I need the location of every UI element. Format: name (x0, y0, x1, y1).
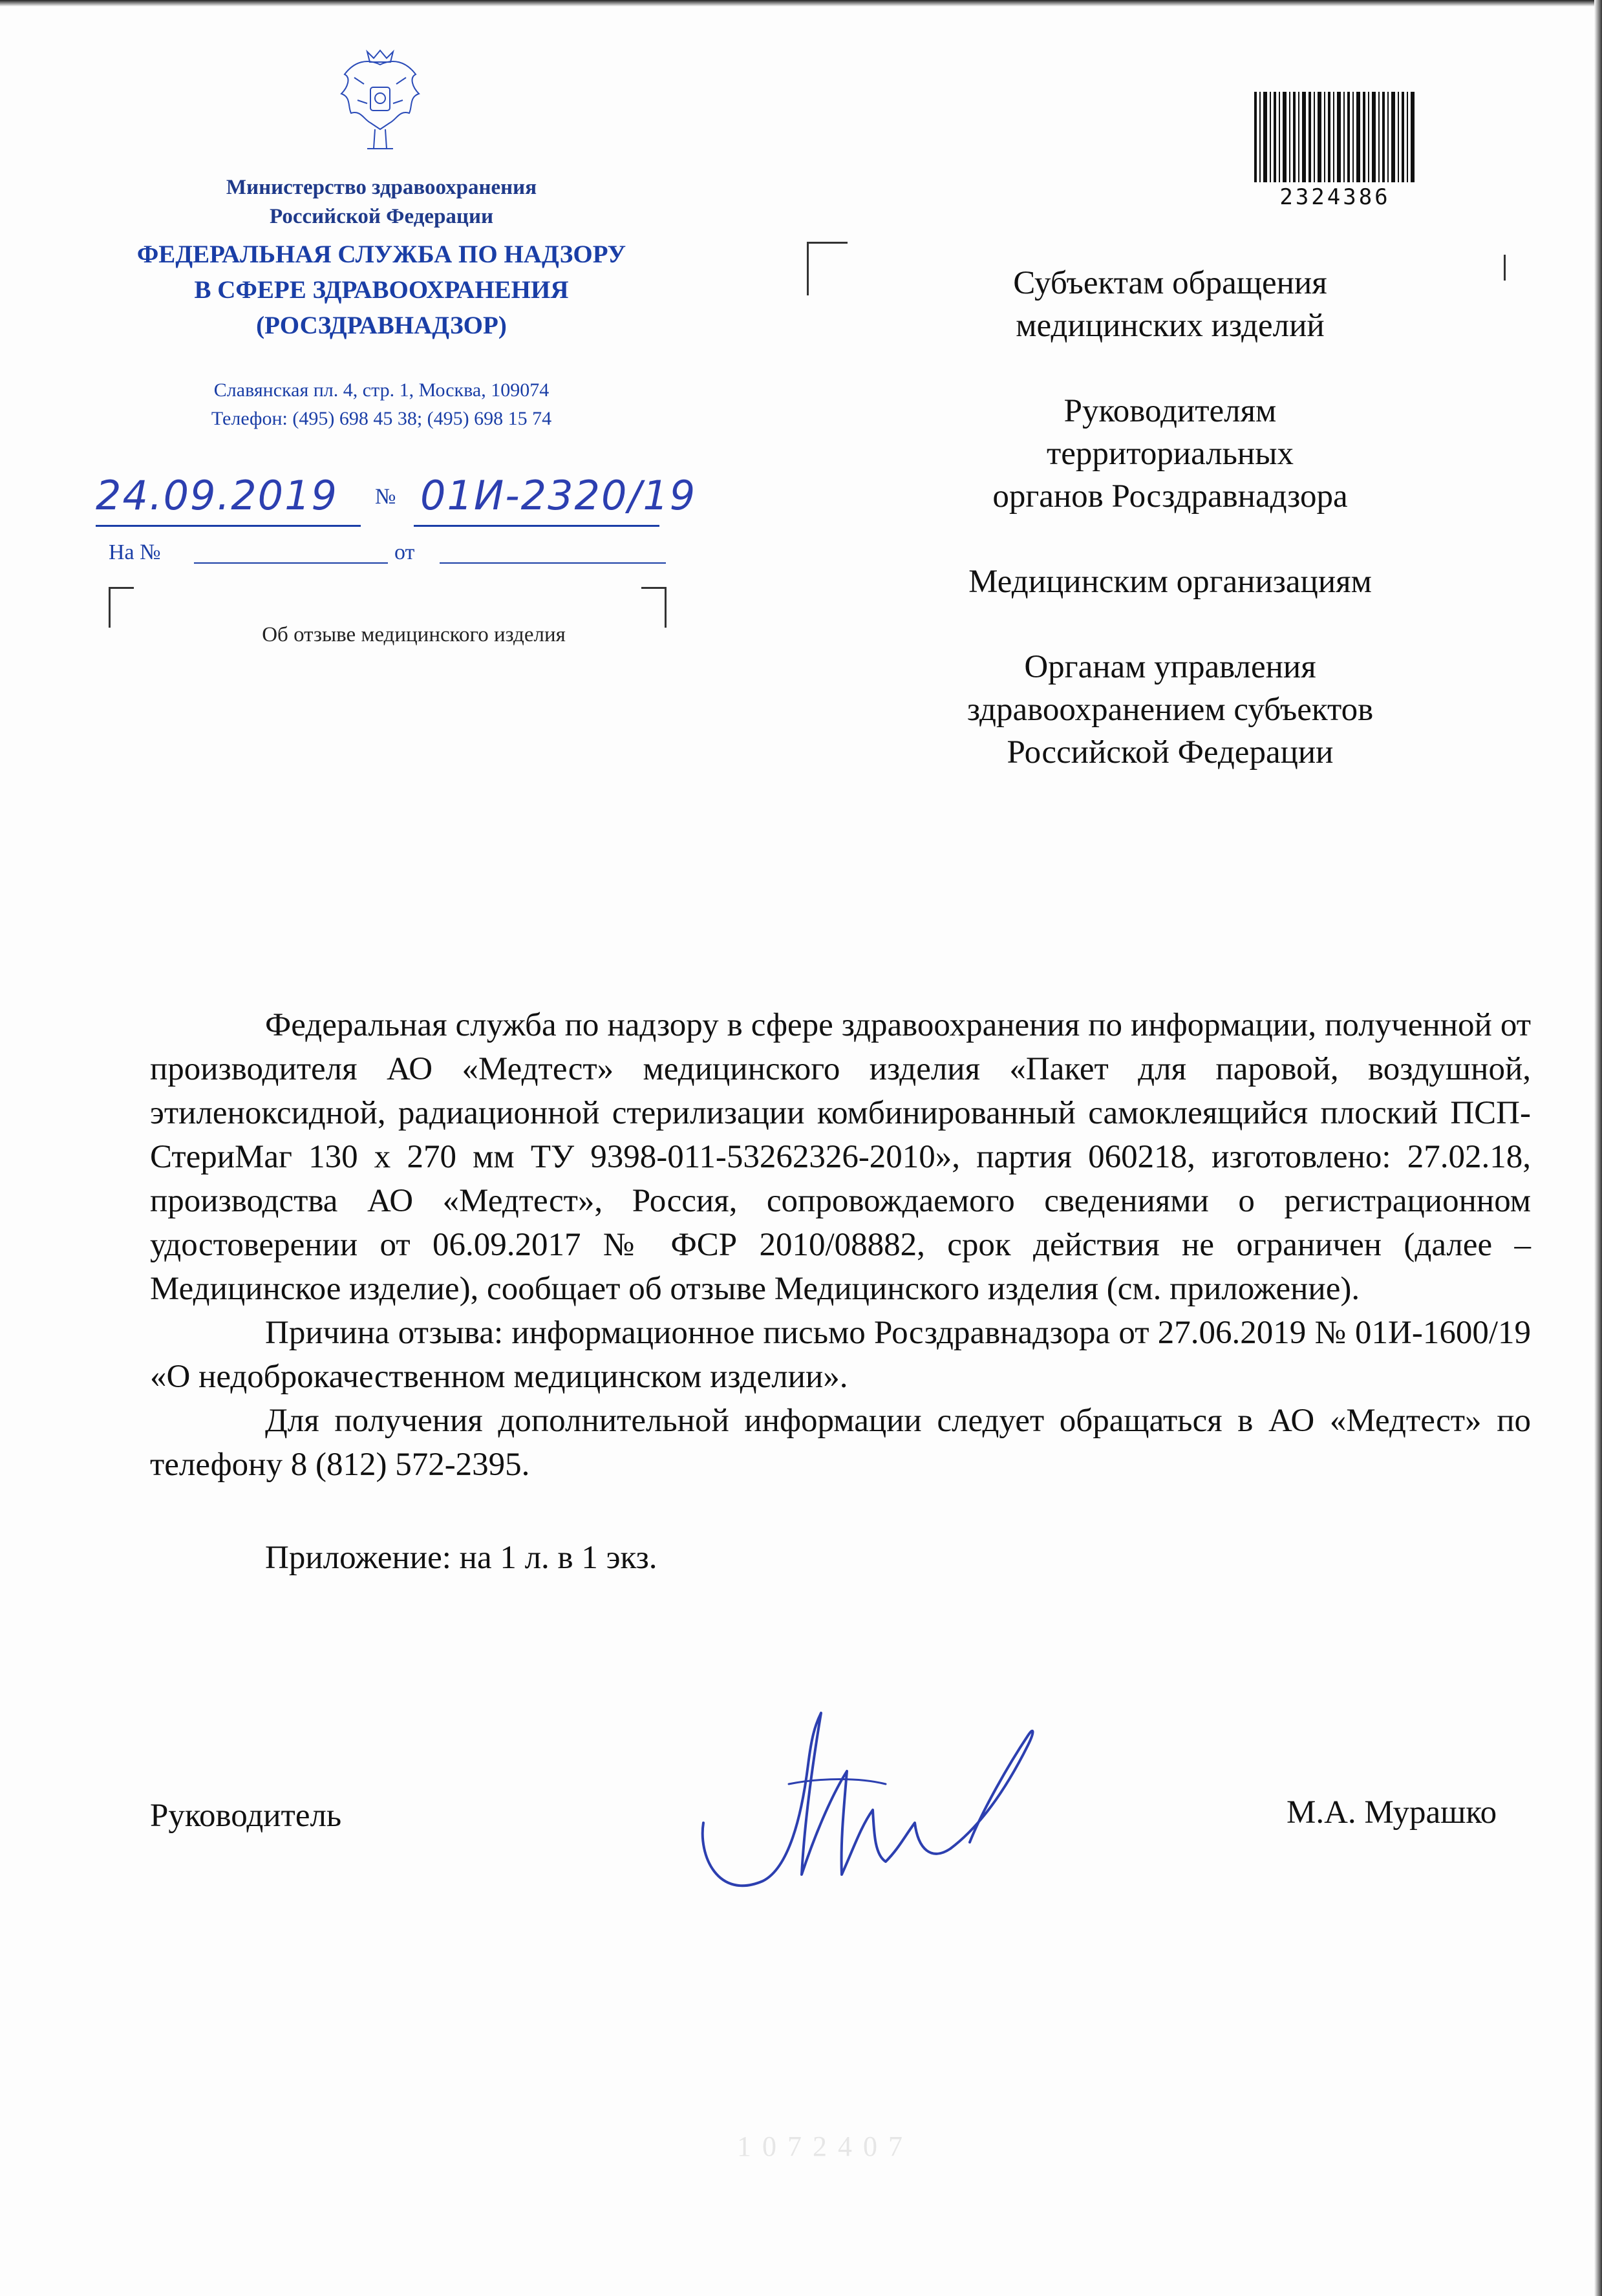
service-line-1: ФЕДЕРАЛЬНАЯ СЛУЖБА ПО НАДЗОРУ (136, 240, 626, 268)
addressee-line: территориальных (1047, 436, 1294, 472)
service-line-2: В СФЕРЕ ЗДРАВООХРАНЕНИЯ (194, 276, 569, 304)
coat-of-arms-icon (328, 39, 432, 162)
addressee-block (879, 390, 1461, 518)
subject-corner-right (641, 587, 667, 628)
addressee-line: Субъектам обращения (1013, 265, 1327, 301)
addressee-block (879, 560, 1461, 603)
service-line-3: (РОСЗДРАВНАДЗОР) (256, 312, 507, 339)
registration-date: 24.09.2019 (96, 472, 338, 519)
address-line-2: Телефон: (495) 698 45 38; (495) 698 15 74 (211, 408, 552, 429)
barcode-graphic (1254, 92, 1416, 182)
address-line-1: Славянская пл. 4, стр. 1, Москва, 109074 (213, 379, 550, 401)
faint-watermark: 1 0 7 2 4 0 7 (737, 2131, 904, 2162)
body-paragraph-2: Причина отзыва: информационное письмо Росздравнадзора от 27.06.2019 № 01И-1600/19 «О недоброкачественном медицинском изделии». (150, 1315, 1531, 1395)
addressee-corner-left (807, 242, 848, 295)
scan-edge-top (0, 0, 1602, 6)
reply-from-blank (440, 562, 666, 564)
addressee-block (879, 262, 1461, 347)
addressee-line: здравоохранением субъектов (967, 692, 1374, 728)
letter-body (150, 1003, 1531, 1580)
reply-to-blank (194, 562, 388, 564)
date-underline (96, 525, 361, 527)
letter-subject: Об отзыве медицинского изделия (262, 623, 566, 646)
signatory-title: Руководитель (150, 1798, 342, 1834)
reply-to-label: На № (109, 540, 161, 564)
body-paragraph-1: Федеральная служба по надзору в сфере здравоохранения по информации, полученной от производителя АО «Медтест» медицинского изделия «Пакет для паровой, воздушной, этиленоксидной, радиационной стерилизации комбинированный самоклеящийся плоский ПСП-СтериМаг 130 х 270 мм ТУ 9398-011-53262326-2010», партия 060218, изготовлено: 27.02.18, производства АО «Медтест», Россия, сопровождаемого сведениями о регистрационном удостоверении от 06.09.2017 № ФСР 2010/08882, срок действия не ограничен (далее – Медицинское изделие), сообщает об отзыве Медицинского изделия (см. приложение). (150, 1007, 1531, 1307)
scan-edge-right (1594, 0, 1602, 2296)
registration-number: 01И-2320/19 (420, 472, 697, 519)
addressee-line: медицинских изделий (1016, 308, 1325, 344)
addressee-list (879, 262, 1461, 816)
addressee-line: органов Росздравнадзора (992, 478, 1348, 515)
addressee-line: Российской Федерации (1007, 734, 1334, 771)
reply-from-label: от (394, 540, 415, 564)
attachment-note: Приложение: на 1 л. в 1 экз. (265, 1540, 657, 1576)
service-name (78, 237, 685, 343)
ministry-line-2: Российской Федерации (270, 205, 493, 228)
ministry-line-1: Министерство здравоохранения (226, 176, 537, 199)
handwritten-signature (692, 1687, 1054, 1920)
subject-corner-left (109, 587, 134, 628)
addressee-line: Органам управления (1024, 649, 1316, 685)
addressee-corner-right (1480, 255, 1506, 281)
body-paragraph-3: Для получения дополнительной информации следует обращаться в АО «Медтест» по телефону 8 (812) 572-2395. (150, 1403, 1531, 1483)
addressee-line: Руководителям (1063, 393, 1277, 429)
addressee-block (879, 646, 1461, 774)
signatory-name: М.А. Мурашко (1287, 1794, 1497, 1831)
service-address (103, 376, 659, 433)
number-sign: № (375, 485, 396, 509)
addressee-line: Медицинским организациям (968, 564, 1372, 600)
ministry-name (116, 173, 646, 231)
barcode-number: 2324386 (1279, 184, 1391, 210)
number-underline (414, 525, 659, 527)
